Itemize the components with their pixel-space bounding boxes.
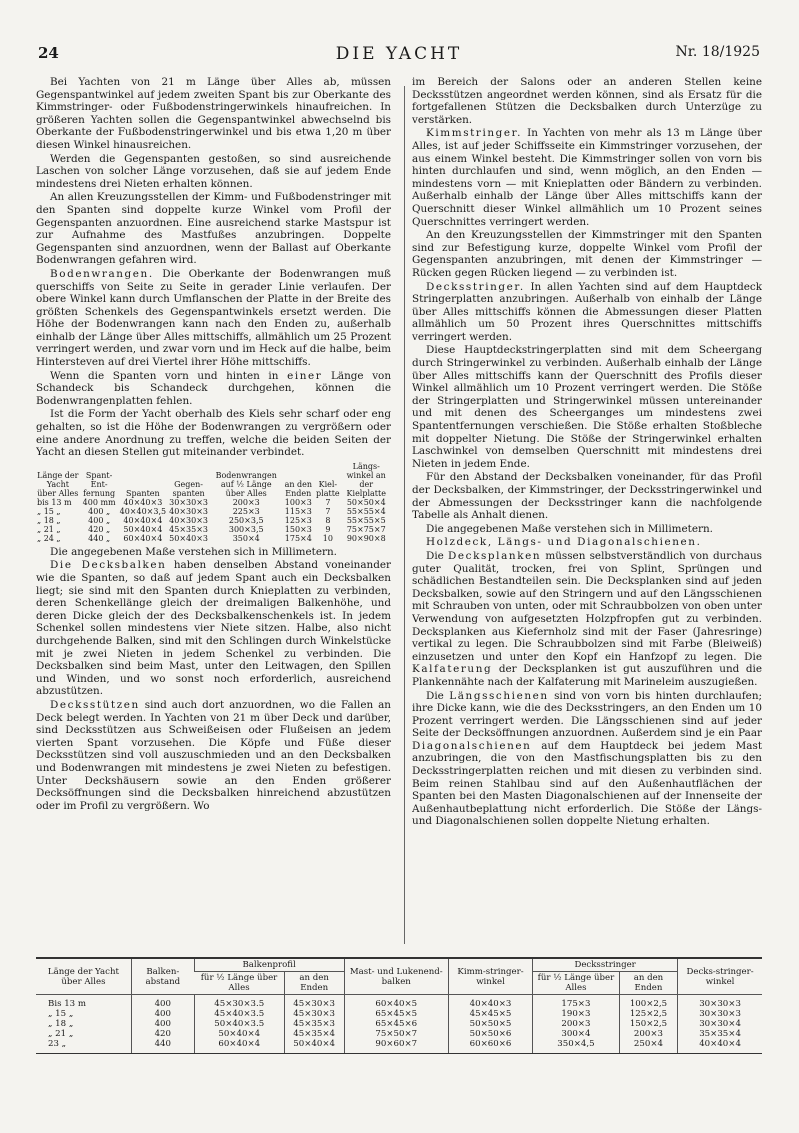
table-header: Längs-winkel an der Kielplatte (346, 461, 386, 498)
section-heading: Decksstringer. (426, 280, 525, 293)
table-header: an den Enden (284, 972, 344, 995)
table-cell: 30×30×3 30×30×3 30×30×4 35×35×4 40×40×4 (678, 995, 762, 1054)
table-header: Gegen-spanten (172, 479, 205, 498)
table-row: bis 13 m 400 mm 40×40×3 30×30×3 200×3 100×3 7 50×50×4 (37, 497, 386, 507)
bodenwrangen-table (36, 462, 391, 543)
paragraph: Decksstützen sind auch dort anzuordnen, wo die Fallen an Deck belegt werden. In Yachten von 21 m über Deck und darüber, sind Decksstützen aus Schweißeisen oder Flußeisen an jedem vierten Spant vorzusehen. Die Köpfe und Füße dieser Decksstützen sind voll auszuschmieden und an den Decksbalken und Bodenwrangen mit mindestens je zwei Nieten zu befestigen. Unter Deckshäusern sowie an den Enden größerer Decksöffnungen sind die Decksbalken hinreichend abzustützen oder im Profil zu vergrößern. Wo (36, 698, 391, 812)
table-cell: 40×40×3 45×45×5 50×50×5 50×50×6 60×60×6 (448, 995, 532, 1054)
table-header: Balkenprofil (194, 959, 344, 972)
paragraph: Die Längsschienen sind von vorn bis hinten durchlaufen; ihre Dicke kann, wie die des Decksstringers, an den Enden um 10 Prozent verringert werden. Die Längsschienen sind auf jeder Seite der Decksöffnungen anzuordnen. Außerdem sind je ein Paar Diagonalschienen auf dem Hauptdeck bei jedem Mast anzubringen, die von den Mastfischungsplatten bis zu den Decksstringerplatten reichen und mit diesen zu verbinden sind. Beim reinen Stahlbau sind auf den Außenhautflächen der Spanten bei den Masten Diagonalschienen auf der Innenseite der Außenhautbeplattung nicht erforderlich. Die Stöße der Längs- und Diagonalschienen sollen doppelte Nietung erhalten. (412, 689, 762, 828)
paragraph: Bodenwrangen. Die Oberkante der Bodenwrangen muß querschiffs von Seite zu Seite in gerader Linie verlaufen. Der obere Winkel kann durch Umflanschen der Platte in der Breite des größten Schenkels des Gegenspantwinkels ersetzt werden. Die Höhe der Bodenwrangen kann nach den Enden zu, außerhalb einhalb der Länge über Alles mittschiffs, allmählich um 25 Prozent verringert werden, und zwar vorn und im Heck auf die halbe, beim Hintersteven auf drei Viertel ihrer Höhe mittschiffs. (36, 267, 391, 369)
paragraph: An den Kreuzungsstellen der Kimmstringer mit den Spanten sind zur Befestigung kurze, doppelte Winkel vom Profil der Gegenspanten anzubringen, mit denen der Kimmstringer — Rücken gegen Rücken liegend — zu verbinden ist. (412, 229, 762, 279)
table-cell: 45×30×3.5 45×40×3.5 50×40×3.5 50×40×4 60×40×4 (194, 995, 284, 1054)
table-row: „ 15 „ 400 „ 40×40×3,5 40×30×3 225×3 115×3 7 55×55×4 (37, 506, 386, 516)
table-cell: 100×2,5 125×2,5 150×2,5 200×3 250×4 (619, 995, 677, 1054)
table-header: an den Enden (284, 479, 313, 498)
table-row (36, 995, 762, 1054)
table-header: Kimm-stringer-winkel (448, 959, 532, 995)
paragraph: Diese Hauptdeckstringerplatten sind mit dem Scheergang durch Stringerwinkel zu verbinden. Außerhalb einhalb der Länge über Alles mittschiffs kann der Querschnitt des Profils dieser Winkel allmählich um 10 Prozent verringert werden. Die Stöße der Stringerplatten und Stringerwinkel müssen untereinander und mit denen des Scheerganges um mindestens zwei Spantentfernungen verschießen. Die Stöße erhalten Stoßbleche mit doppelter Nietung. Die Stöße der Stringerwinkel erhalten Laschwinkel von demselben Querschnitt mit mindestens drei Nieten in jedem Ende. (412, 344, 762, 470)
section-heading: Decksstützen (50, 698, 140, 711)
table-row: „ 18 „ 400 „ 40×40×4 40×30×3 250×3,5 125×3 8 55×55×5 (37, 515, 386, 525)
table-cell: 175×3 190×3 200×3 300×4 350×4,5 (533, 995, 620, 1054)
table-header: Spanten (126, 488, 160, 498)
right-column (412, 76, 762, 948)
table-cell: 60×40×5 65×45×5 65×45×6 75×50×7 90×60×7 (344, 995, 448, 1054)
paragraph: Die Decksplanken müssen selbstverständlich von durchaus guter Qualität, trocken, frei von Splint, Sprüngen und schädlichen Bestandteilen sein. Die Decksplanken sind auf jeden Decksbalken, sowie auf den Stringern und auf den Längsschienen mit Schrauben von unten, oder mit Schraubbolzen von oben unter Verwendung von aufgesetzten Holzpfropfen gut zu verbinden. Decksplanken aus Kiefernholz sind mit der Faser (Jahresringe) vertikal zu legen. Die Schraubbolzen sind mit Farbe (Bleiweiß) einzusetzen und unter den Kopf ein Hanfzopf zu legen. Die Kalfaterung der Decksplanken ist gut auszuführen und die Plankennähte nach der Kalfaterung mit Marineleim auszugießen. (412, 549, 762, 688)
paragraph: Wenn die Spanten vorn und hinten in einer Länge von Schandeck bis Schandeck durchgehen, können die Bodenwrangenplatten fehlen. (36, 369, 391, 407)
page-header (38, 44, 760, 70)
table-header: Kiel-platte (316, 479, 340, 498)
section-heading: Die Decksbalken (50, 559, 167, 572)
paragraph: im Bereich der Salons oder an anderen Stellen keine Decksstützen angeordnet werden können, sind als Ersatz für die fortgefallenen Stützen die Decksbalken durch Unterzüge zu verstärken. (412, 76, 762, 126)
paragraph: Kimmstringer. In Yachten von mehr als 13 m Länge über Alles, ist auf jeder Schiffsseite ein Kimmstringer vorzusehen, der aus einem Winkel besteht. Die Kimmstringer sollen von vorn bis hinten durchlaufen und sind, wenn möglich, an den Enden — mindestens vorn — mit Knieplatten oder Bändern zu verbinden. Außerhalb einhalb der Länge über Alles mittschiffs kann der Querschnitt dieser Winkel allmählich um 10 Prozent seines Querschnittes verringert werden. (412, 127, 762, 228)
table-row: „ 21 „ 420 „ 50×40×4 45×35×3 300×3,5 150×3 9 75×75×7 (37, 524, 386, 534)
table-header: Länge der Yacht über Alles (36, 959, 131, 995)
section-heading: Holzdeck, Längs- und Diagonalschienen. (426, 536, 702, 549)
table-header: Bodenwrangen auf ½ Länge über Alles (215, 470, 277, 498)
issue-number: Nr. 18/1925 (675, 44, 760, 60)
decksbalken-table (36, 957, 762, 1054)
table-cell: Bis 13 m „ 15 „ „ 18 „ „ 21 „ 23 „ (48, 999, 87, 1049)
table-header: Mast- und Lukenend-balken (344, 959, 448, 995)
table-header: Balken-abstand (131, 959, 194, 995)
paragraph: Decksstringer. In allen Yachten sind auf dem Hauptdeck Stringerplatten anzubringen. Außerhalb von einhalb der Länge über Alles mittschiffs können die Abmessungen dieser Platten allmählich um 50 Prozent ihres Querschnittes mittschiffs verringert werden. (412, 280, 762, 343)
paragraph: Die Decksbalken haben denselben Abstand voneinander wie die Spanten, so daß auf jedem Spant auch ein Decksbalken liegt; sie sind mit den Spanten durch Knieplatten zu verbinden, deren Schenkellänge gleich der dreimaligen Balkenhöhe, und deren Dicke gleich der des Decksbalkenschenkels ist. In jedem Schenkel sollen mindestens vier Niete sitzen. Halbe, also nicht durchgehende Balken, sind mit den Schlingen durch Winkelstücke mit je zwei Nieten in jedem Schenkel zu verbinden. Die Decksbalken sind beim Mast, unter den Leitwagen, den Spillen und Winden, und wo sonst noch erforderlich, ausreichend abzustützen. (36, 559, 391, 698)
paragraph: Bei Yachten von 21 m Länge über Alles ab, müssen Gegenspantwinkel auf jedem zweiten Spant bis zur Oberkante des Kimmstringer- oder Fußbodenstringerwinkels hinaufreichen. In größeren Yachten sollen die Gegenspantwinkel abwechselnd bis Oberkante der Fußbodenstringerwinkel und bis etwa 1,20 m über diesen Winkel hinausreichen. (36, 76, 391, 151)
table-header: für ½ Länge über Alles (533, 972, 620, 995)
table-header: an den Enden (619, 972, 677, 995)
paragraph: An allen Kreuzungsstellen der Kimm- und Fußbodenstringer mit den Spanten sind doppelte kurze Winkel vom Profil der Gegenspanten anzuordnen. Eine ausreichend starke Mastspur ist zur Aufnahme des Mastfußes anzubringen. Doppelte Gegenspanten sind anzuordnen, wenn der Ballast auf Oberkante Bodenwrangen gefahren wird. (36, 191, 391, 267)
table-header: Decks-stringer-winkel (678, 959, 762, 995)
paragraph: Für den Abstand der Decksbalken voneinander, für das Profil der Decksbalken, der Kimmstringer, der Decksstringerwinkel und der Abmessungen der Decksstringer kann die nachfolgende Tabelle als Anhalt dienen. (412, 471, 762, 522)
section-heading: Bodenwrangen. (50, 267, 154, 280)
table-cell: 400 400 400 420 440 (131, 995, 194, 1054)
left-column (36, 76, 391, 948)
magazine-title: DIE YACHT (335, 44, 463, 64)
column-divider (404, 86, 405, 944)
table-header: Decksstringer (533, 959, 678, 972)
table-header: für ½ Länge über Alles (194, 972, 284, 995)
table-cell: 45×30×3 45×30×3 45×35×3 45×35×4 50×40×4 (284, 995, 344, 1054)
table-header: Länge der Yacht über Alles (37, 470, 79, 498)
page-number: 24 (38, 44, 59, 62)
section-heading: Kimmstringer. (426, 127, 523, 140)
table-row: „ 24 „ 440 „ 60×40×4 50×40×3 350×4 175×4 10 90×90×8 (37, 533, 386, 543)
paragraph: Ist die Form der Yacht oberhalb des Kiels sehr scharf oder eng gehalten, so ist die Höhe der Bodenwrangen zu vergrößern oder eine andere Anordnung zu treffen, welche die beiden Seiten der Yacht an diesen Stellen gut miteinander verbindet. (36, 408, 391, 459)
paragraph: Die angegebenen Maße verstehen sich in Millimetern. (50, 545, 337, 558)
table-header: Spant-Ent-fernung (83, 470, 116, 498)
paragraph: Die angegebenen Maße verstehen sich in Millimetern. (426, 522, 713, 535)
paragraph: Werden die Gegenspanten gestoßen, so sind ausreichende Laschen von solcher Länge vorzusehen, daß sie auf jedem Ende mindestens drei Nieten erhalten können. (36, 152, 391, 190)
